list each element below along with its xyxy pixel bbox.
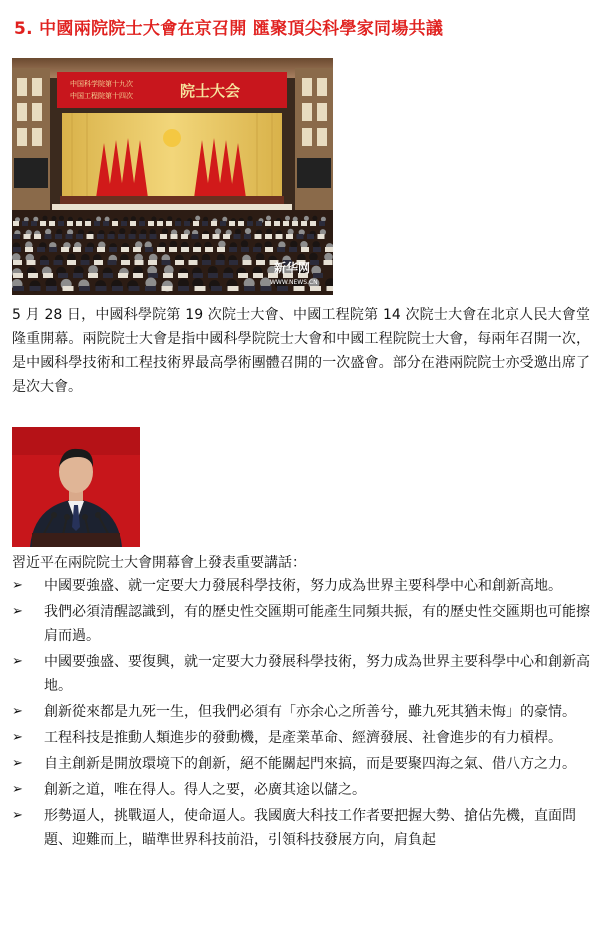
audience-body bbox=[244, 286, 255, 291]
audience-body bbox=[121, 260, 130, 265]
audience-body bbox=[223, 273, 233, 278]
banner-main: 院士大会 bbox=[180, 82, 241, 100]
audience-head bbox=[288, 229, 294, 235]
audience-body bbox=[325, 247, 333, 252]
speech-point bbox=[12, 726, 590, 750]
audience-body bbox=[63, 286, 74, 291]
audience-body bbox=[195, 286, 206, 291]
audience-head bbox=[266, 229, 272, 235]
audience-body bbox=[202, 234, 209, 239]
audience-body bbox=[135, 260, 144, 265]
audience-body bbox=[238, 221, 244, 226]
audience-body bbox=[103, 221, 109, 226]
speech-point-text: 工程科技是推動人類進步的發動機，是產業革命、經濟發展、社會進步的有力槓桿。 bbox=[44, 730, 562, 746]
speaker-photo bbox=[12, 427, 140, 547]
audience-body bbox=[192, 234, 199, 239]
speech-point bbox=[12, 752, 590, 776]
audience-body bbox=[148, 273, 158, 278]
audience-head bbox=[290, 241, 297, 248]
audience-body bbox=[211, 286, 222, 291]
audience-body bbox=[76, 234, 83, 239]
speech-point-text: 創新之道，唯在得人。得人之要，必廣其途以儲之。 bbox=[44, 782, 366, 798]
audience-body bbox=[234, 234, 241, 239]
audience-body bbox=[247, 221, 253, 226]
audience-body bbox=[313, 247, 321, 252]
audience-body bbox=[37, 247, 45, 252]
speech-point-text: 創新從來都是九死一生，但我們必須有「亦余心之所善兮，雖九死其猶未悔」的豪情。 bbox=[44, 704, 576, 720]
audience-body bbox=[133, 247, 141, 252]
audience-body bbox=[255, 234, 262, 239]
audience-body bbox=[49, 247, 57, 252]
audience-body bbox=[277, 247, 285, 252]
audience-body bbox=[58, 273, 68, 278]
audience-body bbox=[85, 221, 91, 226]
audience-body bbox=[217, 247, 225, 252]
audience-body bbox=[81, 260, 90, 265]
audience-body bbox=[319, 221, 325, 226]
audience-body bbox=[145, 247, 153, 252]
audience-body bbox=[253, 273, 263, 278]
assembly-hall-photo bbox=[12, 58, 333, 295]
audience-body bbox=[43, 273, 53, 278]
audience-body bbox=[261, 286, 272, 291]
audience-body bbox=[118, 234, 125, 239]
audience-body bbox=[162, 260, 171, 265]
audience-body bbox=[301, 221, 307, 226]
audience-body bbox=[96, 286, 107, 291]
audience-body bbox=[318, 234, 325, 239]
audience-body bbox=[228, 286, 239, 291]
audience-body bbox=[145, 286, 156, 291]
audience-body bbox=[46, 286, 57, 291]
audience-body bbox=[169, 247, 177, 252]
audience-body bbox=[66, 234, 73, 239]
audience-body bbox=[229, 247, 237, 252]
audience-body bbox=[286, 234, 293, 239]
speaker-illustration bbox=[12, 427, 140, 547]
audience-body bbox=[175, 221, 181, 226]
audience-body bbox=[112, 221, 118, 226]
audience-body bbox=[129, 286, 140, 291]
speech-point-text: 中國要強盛、要復興，就一定要大力發展科學技術，努力成為世界主要科學中心和創新高地。 bbox=[44, 654, 590, 694]
audience-head bbox=[241, 240, 248, 247]
audience-head bbox=[43, 216, 48, 221]
audience-body bbox=[163, 273, 173, 278]
audience-body bbox=[109, 247, 117, 252]
speech-points-list bbox=[12, 574, 590, 854]
audience-body bbox=[229, 260, 238, 265]
audience-body bbox=[94, 221, 100, 226]
audience-body bbox=[55, 234, 62, 239]
audience-head bbox=[33, 217, 38, 222]
audience-body bbox=[13, 221, 19, 226]
arrow-bullet-icon: ➢ bbox=[12, 704, 23, 719]
audience-body bbox=[121, 247, 129, 252]
banner-line-2: 中国工程院第十四次 bbox=[70, 92, 133, 100]
speech-point bbox=[12, 700, 590, 724]
audience-body bbox=[181, 247, 189, 252]
audience-body bbox=[79, 286, 90, 291]
arrow-bullet-icon: ➢ bbox=[12, 730, 23, 745]
audience-body bbox=[193, 221, 199, 226]
audience-head bbox=[285, 216, 290, 221]
banner-line-1: 中国科学院第十九次 bbox=[70, 80, 133, 88]
audience-body bbox=[229, 221, 235, 226]
audience-head bbox=[96, 217, 101, 222]
audience-body bbox=[97, 247, 105, 252]
audience-body bbox=[61, 247, 69, 252]
audience-body bbox=[256, 260, 265, 265]
audience-body bbox=[181, 234, 188, 239]
audience-body bbox=[294, 286, 305, 291]
audience-body bbox=[184, 221, 190, 226]
audience-head bbox=[218, 241, 225, 248]
audience-body bbox=[112, 286, 123, 291]
audience-body bbox=[157, 247, 165, 252]
audience-head bbox=[59, 216, 64, 221]
audience-head bbox=[167, 216, 172, 221]
audience-body bbox=[307, 234, 314, 239]
audience-body bbox=[157, 221, 163, 226]
audience-body bbox=[85, 247, 93, 252]
audience-body bbox=[175, 260, 184, 265]
audience-body bbox=[73, 247, 81, 252]
audience-body bbox=[40, 221, 46, 226]
audience-head bbox=[123, 217, 128, 222]
audience-body bbox=[202, 221, 208, 226]
arrow-bullet-icon: ➢ bbox=[12, 578, 23, 593]
body-paragraph: 5 月 28 日，中國科學院第 19 次院士大會、中國工程院第 14 次院士大會在北京人民大會堂隆重開幕。兩院院士大會是指中國科學院院士大會和中國工程院院士大會，每兩年召開一次，是中國科學技術和工程技術界最高學術團體召開的一次盛會。部分在港兩院院士亦受邀出席了是次大會。 bbox=[12, 307, 590, 395]
audience-body bbox=[313, 273, 323, 278]
audience-body bbox=[139, 234, 146, 239]
audience-head bbox=[266, 216, 271, 221]
audience-body bbox=[256, 221, 262, 226]
audience-body bbox=[166, 221, 172, 226]
audience-body bbox=[211, 221, 217, 226]
speech-point bbox=[12, 778, 590, 802]
audience-body bbox=[310, 260, 319, 265]
audience-body bbox=[178, 286, 189, 291]
arrow-bullet-icon: ➢ bbox=[12, 808, 23, 823]
audience-body bbox=[87, 234, 94, 239]
speech-point-text: 自主創新是開放環境下的創新，絕不能關起門來搞，而是要聚四海之氣、借八方之力。 bbox=[44, 756, 576, 772]
speech-point bbox=[12, 804, 590, 852]
audience-body bbox=[54, 260, 63, 265]
audience-body bbox=[129, 234, 136, 239]
audience-head bbox=[215, 228, 221, 234]
audience-head bbox=[162, 228, 168, 234]
audience-body bbox=[67, 260, 76, 265]
audience-body bbox=[94, 260, 103, 265]
audience-head bbox=[235, 229, 241, 235]
audience-head bbox=[131, 216, 136, 221]
audience-body bbox=[283, 221, 289, 226]
audience-body bbox=[150, 234, 157, 239]
audience-body bbox=[121, 221, 127, 226]
audience-body bbox=[88, 273, 98, 278]
audience-body bbox=[76, 221, 82, 226]
audience-body bbox=[139, 221, 145, 226]
audience-body bbox=[58, 221, 64, 226]
audience-body bbox=[34, 234, 41, 239]
audience-body bbox=[25, 247, 33, 252]
audience-head bbox=[203, 217, 208, 222]
audience-body bbox=[327, 286, 334, 291]
audience-body bbox=[208, 273, 218, 278]
audience-body bbox=[108, 260, 117, 265]
audience-head bbox=[119, 228, 125, 234]
audience-body bbox=[30, 286, 41, 291]
audience-body bbox=[193, 273, 203, 278]
audience-body bbox=[22, 221, 28, 226]
audience-body bbox=[205, 247, 213, 252]
audience-body bbox=[178, 273, 188, 278]
speech-point bbox=[12, 600, 590, 648]
audience-body bbox=[13, 234, 20, 239]
audience-body bbox=[274, 221, 280, 226]
audience-body bbox=[13, 247, 21, 252]
audience-body bbox=[13, 273, 23, 278]
audience-body bbox=[160, 234, 167, 239]
speech-point bbox=[12, 574, 590, 598]
audience-body bbox=[133, 273, 143, 278]
audience-head bbox=[151, 217, 156, 222]
arrow-bullet-icon: ➢ bbox=[12, 782, 23, 797]
audience-head bbox=[105, 217, 110, 222]
audience-head bbox=[312, 216, 317, 221]
audience-body bbox=[108, 234, 115, 239]
audience-body bbox=[118, 273, 128, 278]
audience-body bbox=[49, 221, 55, 226]
audience-body bbox=[297, 234, 304, 239]
watermark-url: WWW.NEWS.CN bbox=[270, 279, 318, 286]
audience-body bbox=[189, 260, 198, 265]
audience-body bbox=[28, 273, 38, 278]
audience-body bbox=[216, 260, 225, 265]
audience-body bbox=[193, 247, 201, 252]
audience-body bbox=[289, 247, 297, 252]
speech-lead: 習近平在兩院院士大會開幕會上發表重要講話： bbox=[12, 555, 306, 571]
audience-body bbox=[162, 286, 173, 291]
speech-point-text: 我們必須清醒認識到，有的歷史性交匯期可能產生同頻共振，有的歷史性交匯期也可能擦肩而過。 bbox=[44, 604, 590, 644]
audience-body bbox=[243, 260, 252, 265]
audience-body bbox=[171, 234, 178, 239]
audience-head bbox=[304, 216, 309, 221]
audience-body bbox=[310, 286, 321, 291]
assembly-hall-illustration bbox=[12, 58, 333, 295]
audience-body bbox=[130, 221, 136, 226]
audience-body bbox=[13, 260, 22, 265]
audience-body bbox=[148, 260, 157, 265]
audience-body bbox=[265, 221, 271, 226]
audience-body bbox=[45, 234, 52, 239]
audience-body bbox=[220, 221, 226, 226]
audience-body bbox=[276, 234, 283, 239]
audience-body bbox=[31, 221, 37, 226]
watermark-text: 新华网 bbox=[274, 261, 311, 275]
audience-body bbox=[223, 234, 230, 239]
audience-head bbox=[293, 217, 298, 222]
audience-body bbox=[244, 234, 251, 239]
audience-body bbox=[67, 221, 73, 226]
audience-head bbox=[245, 228, 251, 234]
audience-body bbox=[148, 221, 154, 226]
audience-body bbox=[277, 286, 288, 291]
audience-body bbox=[265, 247, 273, 252]
audience-body bbox=[253, 247, 261, 252]
arrow-bullet-icon: ➢ bbox=[12, 654, 23, 669]
audience-body bbox=[301, 247, 309, 252]
audience-body bbox=[103, 273, 113, 278]
arrow-bullet-icon: ➢ bbox=[12, 756, 23, 771]
audience-body bbox=[238, 273, 248, 278]
article-heading: 5. 中國兩院院士大會在京召開 匯聚頂尖科學家同場共議 bbox=[14, 19, 444, 39]
audience-body bbox=[265, 234, 272, 239]
audience-body bbox=[27, 260, 36, 265]
audience-body bbox=[213, 234, 220, 239]
audience-body bbox=[40, 260, 49, 265]
audience-body bbox=[310, 221, 316, 226]
speech-point-text: 形勢逼人，挑戰逼人，使命逼人。我國廣大科技工作者要把握大勢、搶佔先機，直面問題、迎難而上，瞄準世界科技前沿，引領科技發展方向，肩負起 bbox=[44, 808, 576, 848]
audience-body bbox=[292, 221, 298, 226]
speech-point-text: 中國要強盛、就一定要大力發展科學技術，努力成為世界主要科學中心和創新高地。 bbox=[44, 578, 562, 594]
audience-head bbox=[52, 216, 57, 221]
audience-body bbox=[97, 234, 104, 239]
audience-body bbox=[202, 260, 211, 265]
audience-body bbox=[24, 234, 31, 239]
audience-body bbox=[73, 273, 83, 278]
audience-body bbox=[13, 286, 24, 291]
audience-body bbox=[324, 260, 333, 265]
audience-body bbox=[241, 247, 249, 252]
audience-head bbox=[195, 216, 200, 221]
audience-head bbox=[248, 216, 253, 221]
arrow-bullet-icon: ➢ bbox=[12, 604, 23, 619]
speech-point bbox=[12, 650, 590, 698]
audience-head bbox=[140, 217, 145, 222]
audience-head bbox=[321, 217, 326, 222]
